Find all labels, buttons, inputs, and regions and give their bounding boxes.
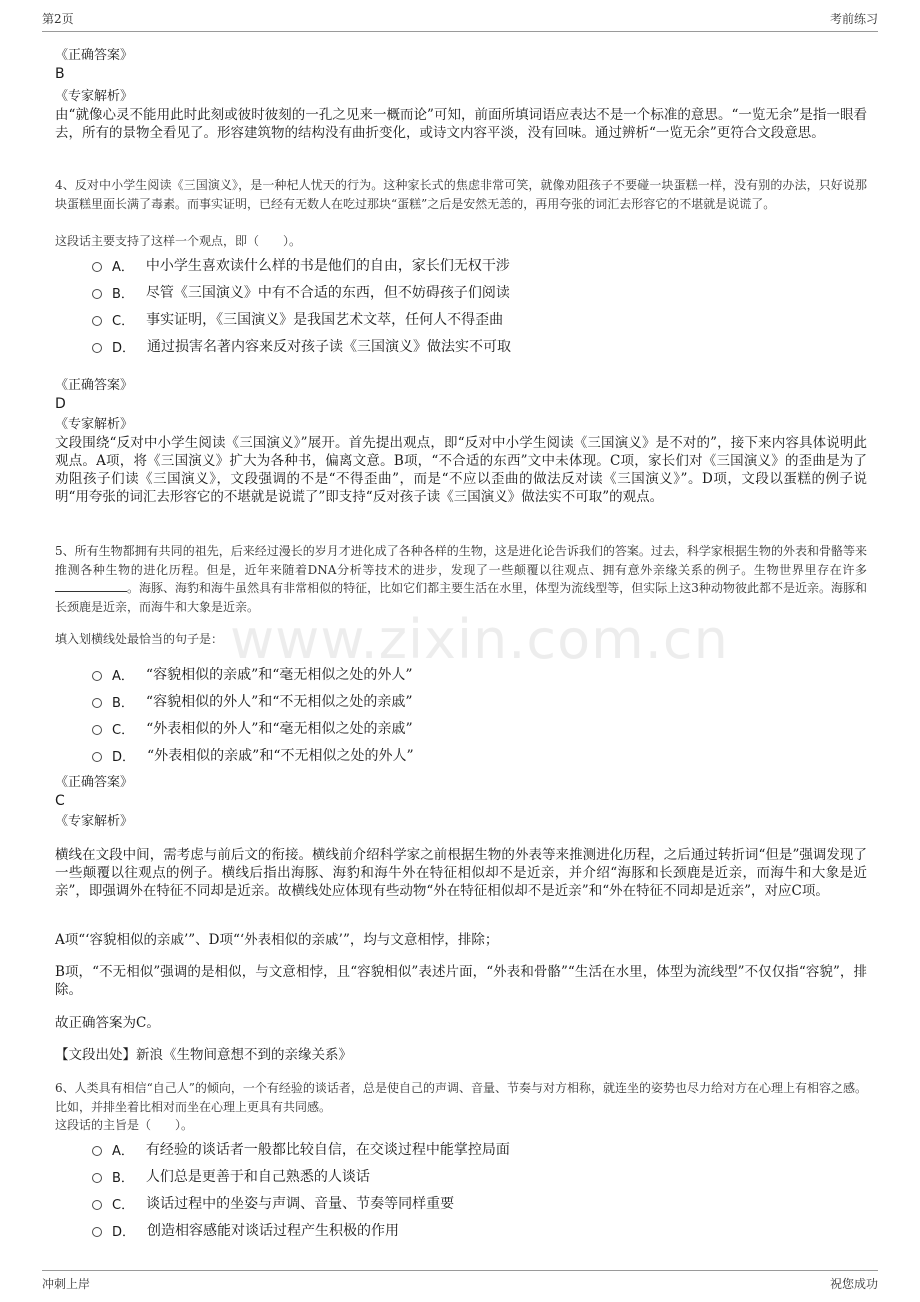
analysis-paragraph: B项，“不无相似”强调的是相似，与文意相悖，且“容貌相似”表述片面，“外表和骨骼”“生活在水里，体型为流线型”不仅仅指“容貌”，排除。 [55,964,867,998]
option-d[interactable]: D． “外表相似的亲戚”和“不无相似之处的外人” [92,745,792,765]
option-d[interactable]: D． 创造相容感能对谈话过程产生积极的作用 [92,1220,792,1240]
radio-button[interactable] [92,1146,102,1156]
analysis-paragraph: A项“‘容貌相似的亲戚’”、D项“‘外表相似的亲戚’”，均与文意相悖，排除； [55,932,499,948]
option-text: 事实证明，《三国演义》是我国艺术文萃，任何人不得歪曲 [146,312,504,328]
correct-answer: B [55,66,65,82]
radio-button[interactable] [92,289,102,299]
option-text: 尽管《三国演义》中有不合适的东西，但不妨碍孩子们阅读 [145,285,510,301]
radio-button[interactable] [92,698,102,708]
option-text: 通过损害名著内容来反对孩子读《三国演义》做法实不可取 [147,339,512,355]
question-stem: 6、人类具有相信“自己人”的倾向，一个有经验的谈话者，总是使自己的声调、音量、节奏与对方相称，就连坐的姿势也尽力给对方在心理上有相容之感。比如，并排坐着比相对而坐在心理上更具有共同感。 [55,1081,867,1114]
footer-left: 冲刺上岸 [42,1277,91,1291]
analysis-label: 《专家解析》 [55,814,134,829]
answer-label: 《正确答案》 [55,48,134,63]
option-c[interactable]: C． 谈话过程中的坐姿与声调、音量、节奏等同样重要 [92,1193,792,1213]
correct-answer: C [55,793,65,809]
option-a[interactable]: A． “容貌相似的亲戚”和“毫无相似之处的外人” [92,664,792,684]
fill-in-blank [55,579,127,592]
radio-button[interactable] [92,343,102,353]
page-number: 第2页 [42,12,74,26]
option-a[interactable]: A． 中小学生喜欢读什么样的书是他们的自由，家长们无权干涉 [92,255,792,275]
option-c[interactable]: C． 事实证明，《三国演义》是我国艺术文萃，任何人不得歪曲 [92,309,792,329]
analysis-paragraph: 横线在文段中间，需考虑与前后文的衔接。横线前介绍科学家之前根据生物的外表等来推测进化历程，之后通过转折词“但是”强调发现了一些颠覆以往观点的例子。横线后指出海豚、海豹和海牛外在特征相似却不是近亲，并介绍“海豚和长颈鹿是近亲，而海牛和大象是近亲”，即强调外在特征不同却是近亲。故横线处应体现有些动物“外在特征相似却不是近亲”和“外在特征不同却是近亲”，对应C项。 [55,847,867,899]
analysis-paragraph: 故正确答案为C。 [55,1015,160,1031]
question-prompt: 这段话主要支持了这样一个观点，即（ ）。 [55,234,302,248]
option-text: 人们总是更善于和自己熟悉的人谈话 [145,1169,370,1185]
option-text: “容貌相似的外人”和“不无相似之处的亲戚” [145,694,413,710]
analysis-text: 由“就像心灵不能用此时此刻或彼时彼刻的一孔之见来一概而论”可知，前面所填词语应表达不是一个标准的意思。“一览无余”是指一眼看去，所有的景物全看见了。形容建筑物的结构没有曲折变化，或诗文内容平淡，没有回味。通过辨析“一览无余”更符合文段意思。 [55,107,867,141]
question-prompt: 这段话的主旨是（ ）。 [55,1118,194,1132]
option-b[interactable]: B． 人们总是更善于和自己熟悉的人谈话 [92,1166,792,1186]
option-text: “外表相似的亲戚”和“不无相似之处的外人” [147,748,414,764]
header-title: 考前练习 [829,12,878,26]
option-b[interactable]: B． 尽管《三国演义》中有不合适的东西，但不妨碍孩子们阅读 [92,282,792,302]
radio-button[interactable] [92,262,102,272]
radio-button[interactable] [92,752,102,762]
radio-button[interactable] [92,671,102,681]
radio-button[interactable] [92,1200,102,1210]
option-text: 有经验的谈话者一般都比较自信，在交谈过程中能掌控局面 [145,1142,510,1158]
correct-answer: D [55,396,66,412]
question-stem: 5、所有生物都拥有共同的祖先，后来经过漫长的岁月才进化成了各种各样的生物，这是进化论告诉我们的答案。过去，科学家根据生物的外表和骨骼等来推测各种生物的进化历程。但是，近年来随着DNA分析等技术的进步，发现了一些颠覆以往观点、拥有意外亲缘关系的例子。生物世界里存在许多。海豚、海豹和海牛虽然具有非常相似的特征，比如它们都主要生活在水里，体型为流线型等，但实际上这3种动物彼此都不是近亲。海豚和长颈鹿是近亲，而海牛和大象是近亲。 [55,544,867,614]
answer-label: 《正确答案》 [55,775,134,790]
option-text: “外表相似的外人”和“毫无相似之处的亲戚” [146,721,413,737]
answer-label: 《正确答案》 [55,378,134,393]
option-c[interactable]: C． “外表相似的外人”和“毫无相似之处的亲戚” [92,718,792,738]
question-stem: 4、反对中小学生阅读《三国演义》，是一种杞人忧天的行为。这种家长式的焦虑非常可笑，就像劝阻孩子不要碰一块蛋糕一样，没有别的办法，只好说那块蛋糕里面长满了毒素。而事实证明，已经有无数人在吃过那块“蛋糕”之后是安然无恙的，再用夸张的词汇去形容它的不堪就是说谎了。 [55,178,867,211]
option-text: 谈话过程中的坐姿与声调、音量、节奏等同样重要 [146,1196,455,1212]
option-text: 创造相容感能对谈话过程产生积极的作用 [147,1223,400,1239]
radio-button[interactable] [92,1173,102,1183]
page-footer [42,1270,878,1292]
option-text: “容貌相似的亲戚”和“毫无相似之处的外人” [145,667,413,683]
page-header [42,10,878,32]
option-a[interactable]: A． 有经验的谈话者一般都比较自信，在交谈过程中能掌控局面 [92,1139,792,1159]
option-b[interactable]: B． “容貌相似的外人”和“不无相似之处的亲戚” [92,691,792,711]
analysis-text: 文段围绕“反对中小学生阅读《三国演义》”展开。首先提出观点，即“反对中小学生阅读《三国演义》是不对的”，接下来内容具体说明此观点。A项，将《三国演义》扩大为各种书，偏离文意。B项，“不合适的东西”文中未体现。C项，家长们对《三国演义》的歪曲是为了劝阻孩子们读《三国演义》，文段强调的不是“不得歪曲”，而是“不应以歪曲的做法反对读《三国演义》”。D项，文段以蛋糕的例子说明“用夸张的词汇去形容它的不堪就是说谎了”即支持“反对孩子读《三国演义》做法实不可取”的观点。 [55,435,867,505]
radio-button[interactable] [92,316,102,326]
source-note: 【文段出处】新浪《生物间意想不到的亲缘关系》 [55,1047,352,1063]
option-d[interactable]: D． 通过损害名著内容来反对孩子读《三国演义》做法实不可取 [92,336,792,356]
radio-button[interactable] [92,1227,102,1237]
radio-button[interactable] [92,725,102,735]
option-text: 中小学生喜欢读什么样的书是他们的自由，家长们无权干涉 [145,258,510,274]
footer-right: 祝您成功 [829,1277,878,1291]
analysis-label: 《专家解析》 [55,89,134,104]
watermark: www.zixin.com.cn [230,608,729,671]
analysis-label: 《专家解析》 [55,417,134,432]
question-prompt: 填入划横线处最恰当的句子是： [55,632,224,646]
